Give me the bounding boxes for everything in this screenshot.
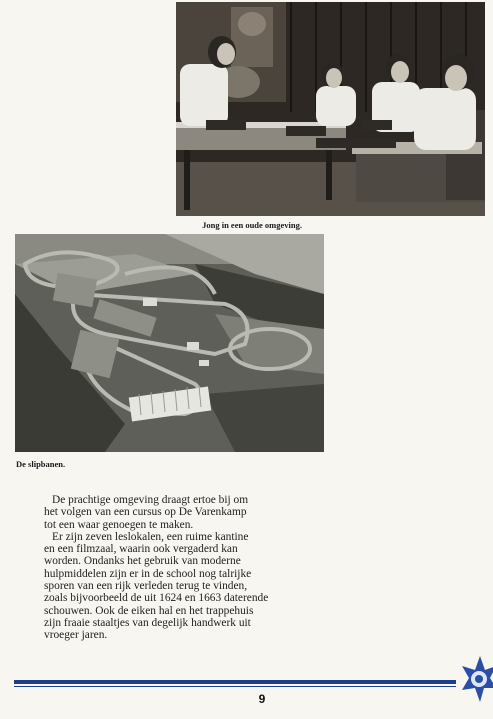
text-line: zijn fraaie staaltjes van degelijk handwerk uit <box>44 616 251 629</box>
body-text <box>44 494 294 642</box>
text-line: zoals bijvoorbeeld de uit 1624 en 1663 daterende <box>44 592 269 605</box>
text-line: hulpmiddelen zijn er in de school nog talrijke <box>44 567 252 580</box>
text-line: schouwen. Ook de eiken hal en het trappehuis <box>44 604 254 617</box>
footer-rule <box>14 680 456 684</box>
text-line: worden. Ondanks het gebruik van moderne <box>44 555 241 568</box>
photo-aerial-track <box>15 234 324 452</box>
text-line: vroeger jaren. <box>44 629 108 642</box>
text-line: Er zijn zeven leslokalen, een ruime kantine <box>52 530 249 543</box>
text-line: tot een waar genoegen te maken. <box>44 518 194 531</box>
footer-rule-thin <box>14 686 456 687</box>
paragraph <box>44 531 294 642</box>
photo-interior <box>176 2 485 216</box>
photo-caption: De slipbanen. <box>16 459 66 469</box>
text-line: sporen van een rijk verleden terug te vinden, <box>44 580 248 593</box>
text-line: De prachtige omgeving draagt ertoe bij om <box>52 494 249 506</box>
police-star-emblem-icon <box>456 654 493 710</box>
page-number: 9 <box>258 692 266 706</box>
text-line: het volgen van een cursus op De Varenkamp <box>44 506 247 519</box>
text-line: en een filmzaal, waarin ook vergaderd kan <box>44 543 238 556</box>
photo-caption: Jong in een oude omgeving. <box>202 220 302 230</box>
paragraph <box>44 494 294 531</box>
